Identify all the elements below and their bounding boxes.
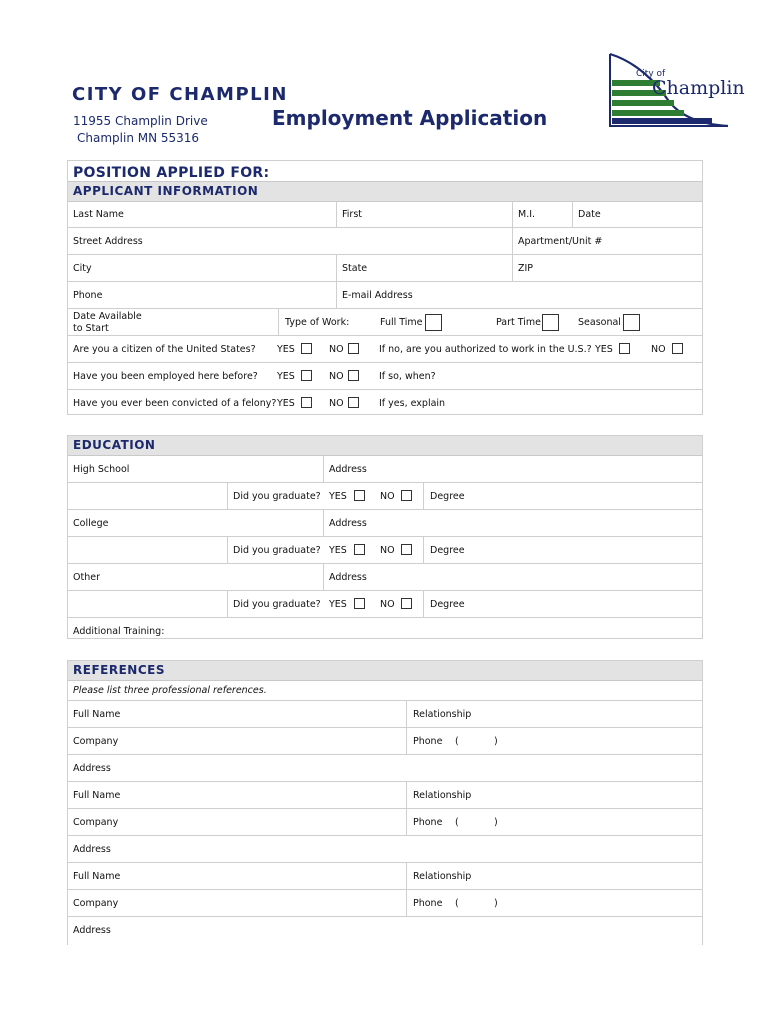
high-school-field[interactable]: High School [73,464,130,475]
other-school-field[interactable]: Other [73,572,100,583]
authorized-no-checkbox[interactable] [672,343,683,354]
education-heading: EDUCATION [68,436,702,456]
apartment-field[interactable]: Apartment/Unit # [512,228,702,254]
svg-text:Champlin: Champlin [652,77,745,99]
full-time-checkbox[interactable] [425,314,442,331]
other-address-field[interactable]: Address [323,564,702,590]
reference-2-name-field[interactable]: Full Name [73,790,121,801]
reference-3-relationship-field[interactable]: Relationship [406,863,702,889]
employed-question: Have you been employed here before? [73,371,258,382]
high-school-grad-row [68,483,702,510]
high-school-graduate-group: Did you graduate? YES NO [227,483,423,509]
college-degree-field[interactable]: Degree [423,537,702,563]
date-available-field[interactable]: Date Available to Start [73,311,142,334]
education-section [67,435,703,639]
org-name: CITY OF CHAMPLIN [72,84,288,105]
reference-2-company-field[interactable]: Company [73,817,119,828]
other-no-checkbox[interactable] [401,598,412,609]
references-instructions: Please list three professional references. [73,685,267,696]
high-school-address-field[interactable]: Address [323,456,702,482]
applicant-section [67,160,703,415]
reference-1-company-field[interactable]: Company [73,736,119,747]
reference-3-name-field[interactable]: Full Name [73,871,121,882]
reference-1-company-row [68,728,702,755]
additional-training-row[interactable] [68,618,702,645]
employed-no-checkbox[interactable] [348,370,359,381]
form-title: Employment Application [272,106,548,130]
felony-row: Have you ever been convicted of a felony? YES NO If yes, explain [73,398,446,409]
email-field[interactable]: E-mail Address [336,282,702,308]
if-so-when-field[interactable]: If so, when? [379,371,436,382]
reference-3-address-row[interactable] [68,917,702,944]
address-line-1: 11955 Champlin Drive [73,114,208,128]
high-school-row [68,456,702,483]
if-yes-explain-field[interactable]: If yes, explain [379,398,446,409]
first-name-field[interactable]: First [336,201,512,227]
authorized-question: If no, are you authorized to work in the U.S.? [379,344,592,355]
high-school-yes-checkbox[interactable] [354,490,365,501]
college-grad-row [68,537,702,564]
city-logo [606,52,745,128]
last-name-field[interactable]: Last Name [73,209,124,220]
reference-2-relationship-field[interactable]: Relationship [406,782,702,808]
references-instructions-row [68,681,702,701]
references-heading: REFERENCES [68,661,702,681]
other-degree-field[interactable]: Degree [423,591,702,617]
reference-1-relationship-field[interactable]: Relationship [406,701,702,727]
reference-3-company-field[interactable]: Company [73,898,119,909]
reference-3-company-row [68,890,702,917]
reference-2-address-row[interactable] [68,836,702,863]
college-yes-checkbox[interactable] [354,544,365,555]
date-field[interactable]: Date [572,201,702,227]
city-field[interactable]: City [73,263,92,274]
reference-2-name-row [68,782,702,809]
reference-3-address-label: Address [73,925,111,936]
citizen-question: Are you a citizen of the United States? [73,344,256,355]
other-grad-row [68,591,702,618]
college-field[interactable]: College [73,518,109,529]
other-graduate-group: Did you graduate? YES NO [227,591,423,617]
high-school-degree-field[interactable]: Degree [423,483,702,509]
employed-before-row: Have you been employed here before? YES NO If so, when? [68,363,702,390]
other-yes-checkbox[interactable] [354,598,365,609]
state-field[interactable]: State [336,255,512,281]
address-line-2: Champlin MN 55316 [77,131,200,145]
other-row [68,564,702,591]
citizen-no-checkbox[interactable] [348,343,359,354]
city-row [68,255,702,282]
phone-row [68,282,702,309]
svg-text:City of: City of [636,69,666,79]
reference-1-name-row [68,701,702,728]
position-applied-label: POSITION APPLIED FOR: [73,165,270,181]
reference-3-phone-field[interactable]: Phone ( ) [406,890,702,916]
reference-3-name-row [68,863,702,890]
seasonal-checkbox[interactable] [623,314,640,331]
additional-training-label: Additional Training: [73,626,165,637]
college-row [68,510,702,537]
reference-2-phone-field[interactable]: Phone ( ) [406,809,702,835]
high-school-no-checkbox[interactable] [401,490,412,501]
reference-1-name-field[interactable]: Full Name [73,709,121,720]
citizen-yes-checkbox[interactable] [301,343,312,354]
name-row [68,201,702,228]
college-graduate-group: Did you graduate? YES NO [227,537,423,563]
reference-1-address-label: Address [73,763,111,774]
felony-no-checkbox[interactable] [348,397,359,408]
street-address-field[interactable]: Street Address [73,236,143,247]
college-no-checkbox[interactable] [401,544,412,555]
type-of-work-group: Type of Work: Full Time Part Time Seasonal [278,309,702,335]
phone-field[interactable]: Phone [73,290,103,301]
middle-initial-field[interactable]: M.I. [512,201,572,227]
champlin-logo-icon [606,52,745,128]
reference-2-address-label: Address [73,844,111,855]
authorized-yes-checkbox[interactable] [619,343,630,354]
felony-question: Have you ever been convicted of a felony? [73,398,277,409]
felony-yes-checkbox[interactable] [301,397,312,408]
college-address-field[interactable]: Address [323,510,702,536]
reference-1-phone-field[interactable]: Phone ( ) [406,728,702,754]
citizen-row: Are you a citizen of the United States? YES NO If no, are you authorized to work in the U.S.? YES NO [68,336,702,363]
zip-field[interactable]: ZIP [512,255,702,281]
availability-row [68,309,702,336]
reference-1-address-row[interactable] [68,755,702,782]
applicant-info-heading: APPLICANT INFORMATION [68,181,702,202]
street-row [68,228,702,255]
part-time-checkbox[interactable] [542,314,559,331]
reference-2-company-row [68,809,702,836]
employed-yes-checkbox[interactable] [301,370,312,381]
references-section [67,660,703,945]
